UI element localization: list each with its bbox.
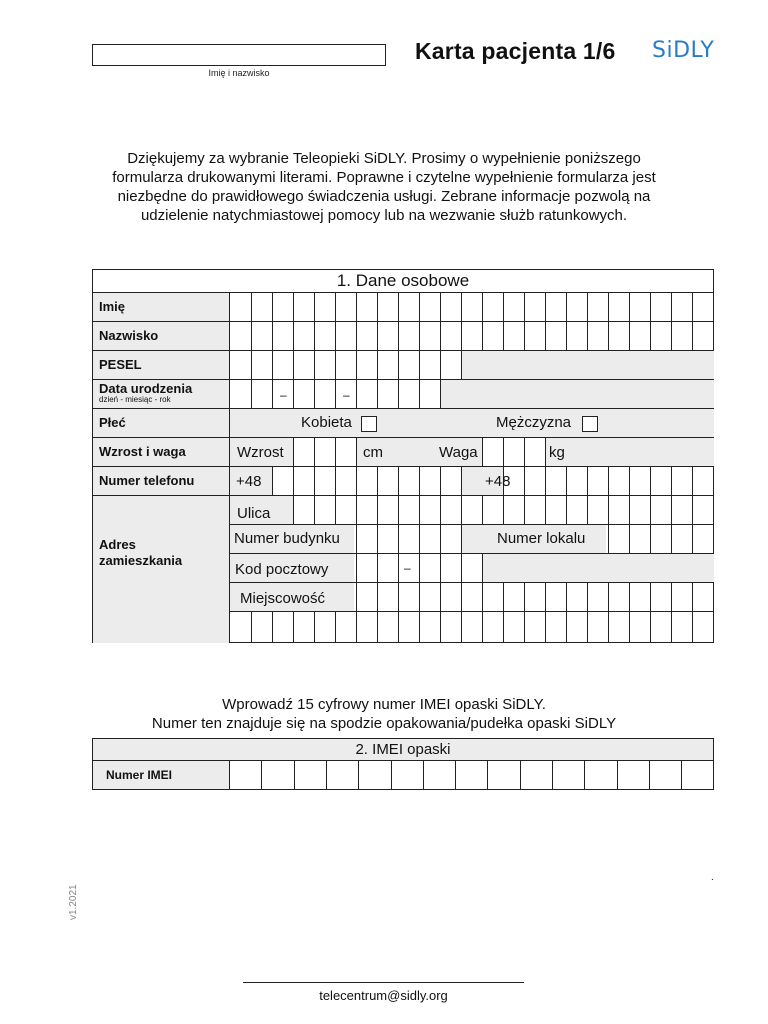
grid-cell-line [524, 321, 525, 350]
grid-cell-line [440, 350, 441, 379]
female-checkbox[interactable] [361, 416, 377, 432]
grid-cell-line [713, 466, 714, 495]
grid-cell-line [482, 437, 483, 466]
imei-cell-line [391, 760, 392, 789]
grid-cell-line [398, 466, 399, 495]
intro-text: Dziękujemy za wybranie Teleopieki SiDLY. Prosimy o wypełnienie poniższego formularza drukowanymi literami. Poprawne i czytelne wypełnienie formularza jest niezbędne do prawidłowego świadczenia usługi. Zebrane informacje pozwolą na udzielenie natychmiastowej pomocy lub na wezwanie służb ratunkowych. [112, 150, 656, 224]
grid-cell-line [545, 321, 546, 350]
grid-cell-line [314, 321, 315, 350]
grid-cell-line [314, 292, 315, 321]
grid-cell-line [692, 524, 693, 553]
grid-cell-line [440, 582, 441, 611]
label-imei: Numer IMEI [93, 761, 230, 789]
grid-cell-line [629, 466, 630, 495]
grid-cell-line [356, 466, 357, 495]
grid-cell-line [692, 292, 693, 321]
grid-cell-line [608, 292, 609, 321]
grid-cell-line [440, 524, 441, 553]
grid-cell-line [356, 379, 357, 408]
grid-cell-line [398, 582, 399, 611]
grid-cell-line [650, 582, 651, 611]
grid-cell-line [356, 350, 357, 379]
grid-cell-line [692, 495, 693, 524]
grid-cell-line [377, 611, 378, 643]
imei-cell-line [552, 760, 553, 789]
weight-unit: kg [549, 444, 565, 461]
grid-cell-line [650, 321, 651, 350]
imei-cell-line [681, 760, 682, 789]
personal-data-table [92, 269, 714, 643]
grid-cell-line [398, 524, 399, 553]
grid-cell-line [545, 466, 546, 495]
grid-cell-line [356, 582, 357, 611]
grid-cell-line [398, 495, 399, 524]
grid-cell-line [251, 379, 252, 408]
grid-cell-line [272, 292, 273, 321]
phone-prefix: +48 [236, 473, 262, 490]
imei-cell-line [649, 760, 650, 789]
grid-cell-line [629, 611, 630, 643]
imei-cell-line [229, 760, 230, 789]
grid-cell-line [293, 611, 294, 643]
grid-cell-line [503, 437, 504, 466]
grid-cell-line [503, 611, 504, 643]
imei-table [92, 738, 714, 790]
height-label: Wzrost [237, 444, 284, 461]
grid-cell-line [335, 437, 336, 466]
pesel-filler [462, 350, 714, 379]
grid-cell-line [566, 321, 567, 350]
grid-cell-line [608, 611, 609, 643]
grid-cell-line [440, 495, 441, 524]
grid-cell-line [419, 495, 420, 524]
grid-cell-line [272, 321, 273, 350]
imei-cell-line [617, 760, 618, 789]
grid-cell-line [671, 466, 672, 495]
grid-cell-line [356, 611, 357, 643]
grid-cell-line [671, 495, 672, 524]
grid-cell-line [419, 524, 420, 553]
grid-cell-line [629, 495, 630, 524]
grid-cell-line [692, 582, 693, 611]
grid-cell-line [461, 553, 462, 582]
grid-cell-line [587, 495, 588, 524]
grid-cell-line [524, 582, 525, 611]
label-last-name: Nazwisko [93, 321, 230, 350]
building-label: Numer budynku [234, 530, 340, 547]
grid-cell-line [545, 437, 546, 466]
grid-cell-line [419, 466, 420, 495]
grid-cell-line [440, 292, 441, 321]
grid-cell-line [398, 379, 399, 408]
grid-cell-line [251, 611, 252, 643]
grid-cell-line [356, 495, 357, 524]
date-sep-2: – [343, 388, 350, 402]
grid-cell-line [482, 582, 483, 611]
date-sep-1: – [280, 388, 287, 402]
grid-cell-line [314, 495, 315, 524]
grid-cell-line [608, 495, 609, 524]
footer-email: telecentrum@sidly.org [319, 988, 448, 1003]
imei-cell-line [294, 760, 295, 789]
grid-cell-line [335, 495, 336, 524]
grid-cell-line [587, 321, 588, 350]
footer-divider [243, 982, 524, 983]
grid-cell-line [713, 321, 714, 350]
grid-cell-line [335, 292, 336, 321]
grid-cell-line [398, 611, 399, 643]
grid-cell-line [440, 466, 441, 495]
grid-cell-line [377, 466, 378, 495]
grid-cell-line [713, 611, 714, 643]
grid-cell-line [608, 321, 609, 350]
grid-cell-line [608, 524, 609, 553]
postal-label: Kod pocztowy [235, 561, 329, 578]
grid-cell-line [377, 524, 378, 553]
grid-cell-line [692, 466, 693, 495]
grid-cell-line [293, 350, 294, 379]
grid-cell-line [629, 321, 630, 350]
imei-cell-line [423, 760, 424, 789]
grid-cell-line [692, 611, 693, 643]
grid-cell-line [398, 553, 399, 582]
grid-cell-line [608, 466, 609, 495]
grid-cell-line [293, 466, 294, 495]
grid-cell-line [419, 321, 420, 350]
imei-intro-line-1: Wprowadź 15 cyfrowy numer IMEI opaski SiDLY. [222, 696, 546, 713]
grid-cell-line [671, 321, 672, 350]
grid-cell-line [461, 321, 462, 350]
section1-title: 1. Dane osobowe [93, 270, 713, 292]
grid-cell-line [461, 524, 462, 553]
grid-cell-line [293, 321, 294, 350]
grid-cell-line [272, 466, 273, 495]
grid-cell-line [545, 292, 546, 321]
grid-cell-line [524, 466, 525, 495]
imei-intro-line-2: Numer ten znajduje się na spodzie opakowania/pudełka opaski SiDLY [151, 715, 617, 732]
sidly-logo: SiDLY [652, 38, 715, 63]
grid-cell-line [461, 466, 462, 495]
grid-cell-line [356, 553, 357, 582]
grid-cell-line [314, 379, 315, 408]
grid-cell-line [713, 495, 714, 524]
grid-cell-line [251, 321, 252, 350]
grid-cell-line [398, 321, 399, 350]
grid-cell-line [650, 292, 651, 321]
label-first-name: Imię [93, 292, 230, 321]
grid-cell-line [335, 350, 336, 379]
imei-cell-line [261, 760, 262, 789]
imei-cell-line [520, 760, 521, 789]
grid-cell-line [461, 582, 462, 611]
imei-cell-line [326, 760, 327, 789]
grid-cell-line [419, 582, 420, 611]
grid-cell-line [713, 292, 714, 321]
grid-cell-line [419, 553, 420, 582]
label-sex: Płeć [93, 408, 230, 437]
height-unit: cm [363, 444, 383, 461]
grid-cell-line [272, 350, 273, 379]
grid-cell-line [671, 292, 672, 321]
grid-cell-line [566, 292, 567, 321]
grid-cell-line [440, 379, 441, 408]
grid-cell-line [272, 611, 273, 643]
city-label: Miejscowość [240, 590, 326, 607]
grid-cell-line [272, 379, 273, 408]
grid-cell-line [503, 495, 504, 524]
grid-cell-line [524, 611, 525, 643]
imei-cell-line [358, 760, 359, 789]
grid-cell-line [629, 524, 630, 553]
grid-cell-line [440, 611, 441, 643]
imei-intro [90, 695, 678, 733]
grid-cell-line [482, 292, 483, 321]
grid-cell-line [482, 553, 483, 582]
label-birth-date-hint: dzień - miesiąc - rok [99, 395, 171, 404]
grid-cell-line [671, 582, 672, 611]
grid-cell-line [377, 321, 378, 350]
sex-option-male: Mężczyzna [496, 414, 572, 431]
grid-cell-line [440, 553, 441, 582]
grid-cell-line [419, 379, 420, 408]
grid-cell-line [608, 582, 609, 611]
grid-cell-line [713, 582, 714, 611]
grid-cell-line [482, 495, 483, 524]
grid-cell-line [314, 466, 315, 495]
grid-cell-line [356, 437, 357, 466]
grid-cell-line [335, 379, 336, 408]
grid-cell-line [398, 292, 399, 321]
grid-cell-line [356, 524, 357, 553]
grid-cell-line [629, 582, 630, 611]
stray-dot: . [711, 872, 714, 883]
version-label: v1.2021 [68, 884, 79, 920]
grid-cell-line [566, 611, 567, 643]
grid-cell-line [419, 611, 420, 643]
imei-cell-line [584, 760, 585, 789]
page-title: Karta pacjenta 1/6 [415, 38, 616, 64]
grid-cell-line [419, 350, 420, 379]
grid-cell-line [356, 292, 357, 321]
apartment-label: Numer lokalu [497, 530, 586, 547]
label-phone: Numer telefonu [93, 466, 230, 495]
grid-cell-line [251, 350, 252, 379]
grid-cell-line [524, 292, 525, 321]
grid-cell-line [650, 495, 651, 524]
grid-cell-line [398, 350, 399, 379]
grid-cell-line [566, 466, 567, 495]
grid-cell-line [419, 292, 420, 321]
street-label: Ulica [237, 505, 271, 522]
postal-filler [482, 553, 714, 582]
grid-cell-line [545, 495, 546, 524]
grid-cell-line [587, 582, 588, 611]
grid-cell-line [356, 321, 357, 350]
grid-cell-line [650, 524, 651, 553]
grid-cell-line [566, 495, 567, 524]
section2-title: 2. IMEI opaski [355, 741, 451, 758]
grid-cell-line [377, 292, 378, 321]
grid-cell-line [671, 524, 672, 553]
label-birth-date-block [93, 379, 230, 408]
grid-cell-line [482, 321, 483, 350]
name-input-box[interactable] [92, 44, 386, 66]
grid-cell-line [461, 611, 462, 643]
label-address: Adres zamieszkania [93, 495, 230, 643]
grid-cell-line [377, 495, 378, 524]
grid-cell-line [293, 437, 294, 466]
grid-cell-line [440, 321, 441, 350]
grid-cell-line [650, 466, 651, 495]
grid-cell-line [293, 292, 294, 321]
grid-cell-line [377, 582, 378, 611]
phone-prefix-2: +48 [485, 473, 511, 490]
grid-cell-line [293, 379, 294, 408]
grid-cell-line [377, 379, 378, 408]
grid-cell-line [377, 553, 378, 582]
grid-cell-line [692, 321, 693, 350]
grid-cell-line [293, 495, 294, 524]
grid-cell-line [545, 611, 546, 643]
grid-cell-line [524, 495, 525, 524]
sex-option-female: Kobieta [301, 414, 352, 431]
imei-cell-line [487, 760, 488, 789]
postal-sep: – [404, 561, 411, 575]
name-caption: Imię i nazwisko [208, 68, 270, 78]
grid-cell-line [587, 611, 588, 643]
grid-cell-line [377, 350, 378, 379]
label-pesel: PESEL [93, 350, 230, 379]
grid-cell-line [314, 611, 315, 643]
grid-cell-line [587, 292, 588, 321]
grid-cell-line [503, 321, 504, 350]
grid-cell-line [713, 524, 714, 553]
grid-cell-line [482, 611, 483, 643]
grid-cell-line [524, 437, 525, 466]
label-height-weight: Wzrost i waga [93, 437, 230, 466]
grid-cell-line [335, 466, 336, 495]
grid-cell-line [503, 292, 504, 321]
imei-cell-line [455, 760, 456, 789]
grid-cell-line [461, 495, 462, 524]
grid-cell-line [650, 611, 651, 643]
weight-label: Waga [439, 444, 478, 461]
grid-cell-line [251, 292, 252, 321]
grid-cell-line [587, 466, 588, 495]
grid-cell-line [314, 350, 315, 379]
grid-cell-line [461, 350, 462, 379]
kg-bg [545, 437, 714, 466]
grid-cell-line [335, 611, 336, 643]
male-checkbox[interactable] [582, 416, 598, 432]
grid-cell-line [335, 321, 336, 350]
grid-cell-line [671, 611, 672, 643]
grid-cell-line [545, 582, 546, 611]
grid-cell-line [566, 582, 567, 611]
label-birth-date: Data urodzenia [99, 381, 193, 396]
birth-filler [441, 379, 714, 408]
grid-cell-line [314, 437, 315, 466]
grid-cell-line [503, 582, 504, 611]
grid-cell-line [629, 292, 630, 321]
grid-cell-line [461, 292, 462, 321]
